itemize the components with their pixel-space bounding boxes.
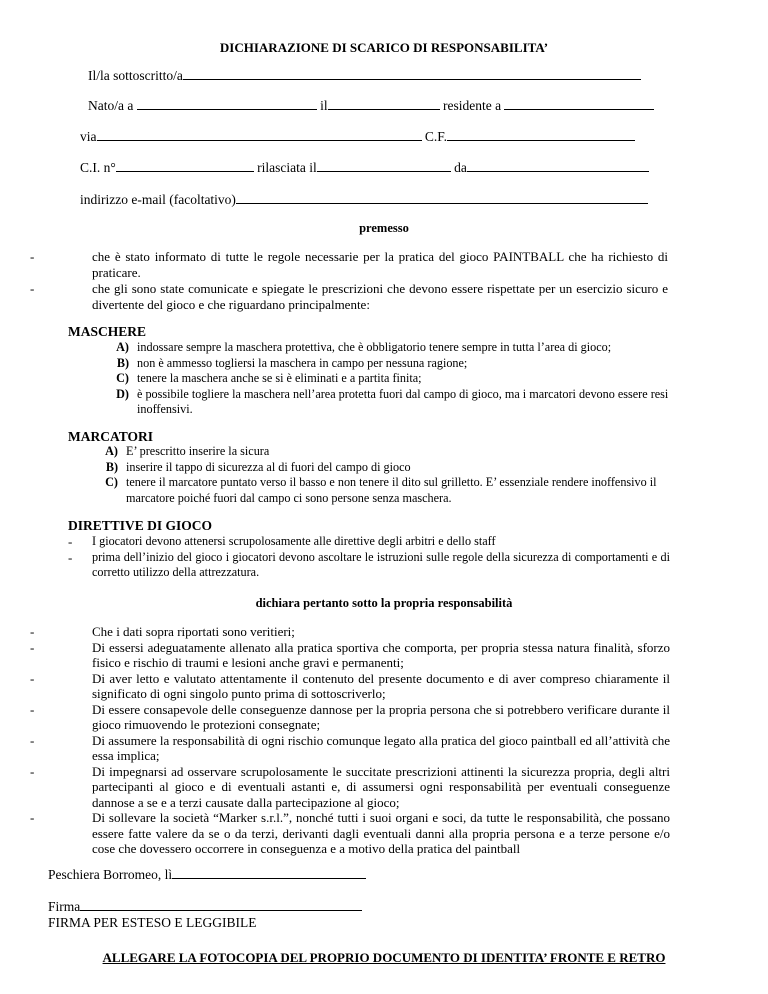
maschere-list (95, 340, 675, 418)
dichiara-item: - Che i dati sopra riportati sono veritieri; (30, 624, 295, 639)
premesso-item: - che gli sono state comunicate e spiegate le prescrizioni che devono essere rispettate per un esercizio sicuro e divertente del gioco e che riguardano principalmente: (30, 281, 668, 312)
dichiara-item: - Di essersi adeguatamente allenato alla pratica sportiva che comporta, per propria stessa natura finalità, sforzo fisico e rischio di traumi e lesioni anche gravi e permanenti; (30, 639, 670, 670)
field-sottoscritto-label: Il/la sottoscritto/a (88, 68, 183, 83)
premesso-item-text: che è stato informato di tutte le regole necessarie per la pratica del gioco PAINTBALL che ha richiesto di praticare. (92, 249, 668, 280)
direttive-heading: DIRETTIVE DI GIOCO (68, 518, 213, 533)
place-label: Peschiera Borromeo, lì (48, 867, 173, 882)
field-da-line[interactable] (467, 159, 649, 172)
field-residente-label: residente a (443, 98, 502, 113)
premesso-list (30, 249, 668, 312)
field-via-label: via (80, 129, 97, 144)
place-date-row[interactable] (48, 866, 366, 883)
field-da-label: da (454, 160, 467, 175)
field-nato-line[interactable] (137, 97, 317, 110)
maschere-item: A) indossare sempre la maschera protettiva, che è obbligatorio tenere sempre in tutta l’area di gioco; (116, 340, 612, 354)
direttive-item: - prima dell’inizio del gioco i giocatori devono ascoltare le istruzioni sulle regole della sicurezza di comportamenti e di corretto utilizzo della attrezzatura. (68, 549, 670, 579)
dichiara-list (30, 624, 670, 857)
maschere-heading: MASCHERE (68, 324, 147, 339)
direttive-list (68, 534, 670, 581)
field-il-line[interactable] (328, 97, 440, 110)
field-via-row[interactable] (80, 128, 635, 145)
place-date-line[interactable] (172, 866, 366, 879)
marcatori-list (90, 444, 670, 506)
document-title: DICHIARAZIONE DI SCARICO DI RESPONSABILITA’ (219, 40, 549, 55)
dichiara-item: - Di impegnarsi ad osservare scrupolosamente le succitate prescrizioni attinenti la sicurezza propria, degli altri partecipanti al gioco e di eventuali astanti e, di assumersi ogni responsabilità per eventuali conseguenze dannose a se e a terzi causate dalla partecipazione al gioco; (30, 763, 670, 810)
field-email-line[interactable] (236, 191, 648, 204)
field-rilasciata-label: rilasciata il (257, 160, 317, 175)
marcatori-item: C) tenere il marcatore puntato verso il basso e non tenere il dito sul grilletto. E’ essenziale rendere inoffensivo il marcatore poiché fuori dal campo ci sono persone senza maschera. (105, 475, 657, 505)
marcatori-heading: MARCATORI (68, 429, 154, 444)
premesso-heading: premesso (359, 221, 409, 235)
firma-label: Firma (48, 899, 81, 914)
direttive-item: - I giocatori devono attenersi scrupolosamente alle direttive degli arbitri e dello staff (68, 534, 496, 549)
dichiara-item: - Di assumere la responsabilità di ogni rischio comunque legato alla pratica del gioco paintball ed all’attività che essa implica; (30, 732, 670, 763)
premesso-item: - che è stato informato di tutte le regole necessarie per la pratica del gioco PAINTBALL che ha richiesto di praticare. (30, 249, 668, 280)
maschere-item: C) tenere la maschera anche se si è eliminati e a partita finita; (116, 371, 422, 385)
maschere-item: D) è possibile togliere la maschera nell’area protetta fuori dal campo di gioco, ma i marcatori devono essere resi inoffensivi. (116, 386, 669, 416)
dichiara-item: - Di essere consapevole delle conseguenze dannose per la propria persona che si potrebbero verificare durante il gioco rimuovendo le protezioni consegnate; (30, 701, 670, 732)
dichiara-item: - Di aver letto e valutato attentamente il contenuto del presente documento e di aver compreso chiaramente il significato di ogni singolo punto prima di sottoscriverlo; (30, 670, 670, 701)
field-nascita-row[interactable] (88, 97, 654, 114)
field-ci-label: C.I. n° (80, 160, 116, 175)
field-sottoscritto[interactable] (88, 67, 641, 84)
field-email-row[interactable] (80, 191, 648, 208)
field-il-label: il (320, 98, 328, 113)
dichiara-item: - Di sollevare la società “Marker s.r.l.”, nonché tutti i suoi organi e soci, da tutte le responsabilità, che possano essere fatte valere da se o da terzi, derivanti dagli eventuali danni alla propria persona e a terze persone e/o cose che dovessero occorrere in conseguenza e a motivo della pratica del paintball (30, 810, 670, 856)
allegare-notice: ALLEGARE LA FOTOCOPIA DEL PROPRIO DOCUMENTO DI IDENTITA’ FRONTE E RETRO (102, 950, 666, 965)
field-rilasciata-line[interactable] (317, 159, 451, 172)
field-email-label: indirizzo e-mail (facoltativo) (80, 192, 236, 207)
field-residente-line[interactable] (504, 97, 654, 110)
firma-note: FIRMA PER ESTESO E LEGGIBILE (48, 915, 257, 930)
field-ci-line[interactable] (116, 159, 254, 172)
firma-line[interactable] (80, 898, 362, 911)
field-cf-line[interactable] (447, 128, 635, 141)
marcatori-item: A) E’ prescritto inserire la sicura (105, 444, 270, 458)
dichiara-heading: dichiara pertanto sotto la propria responsabilità (255, 596, 513, 610)
firma-row[interactable] (48, 898, 362, 915)
field-via-line[interactable] (97, 128, 422, 141)
field-ci-row[interactable] (80, 159, 649, 176)
maschere-item: B) non è ammesso togliersi la maschera in campo per nessuna ragione; (116, 355, 468, 370)
marcatori-item: B) inserire il tappo di sicurezza al di fuori del campo di gioco (105, 459, 411, 474)
field-sottoscritto-line[interactable] (183, 67, 641, 80)
field-cf-label: C.F. (424, 129, 448, 144)
premesso-item-text: che gli sono state comunicate e spiegate le prescrizioni che devono essere rispettate per un esercizio sicuro e divertente del gioco e che riguardano principalmente: (92, 281, 668, 312)
field-nato-label: Nato/a a (88, 98, 134, 113)
